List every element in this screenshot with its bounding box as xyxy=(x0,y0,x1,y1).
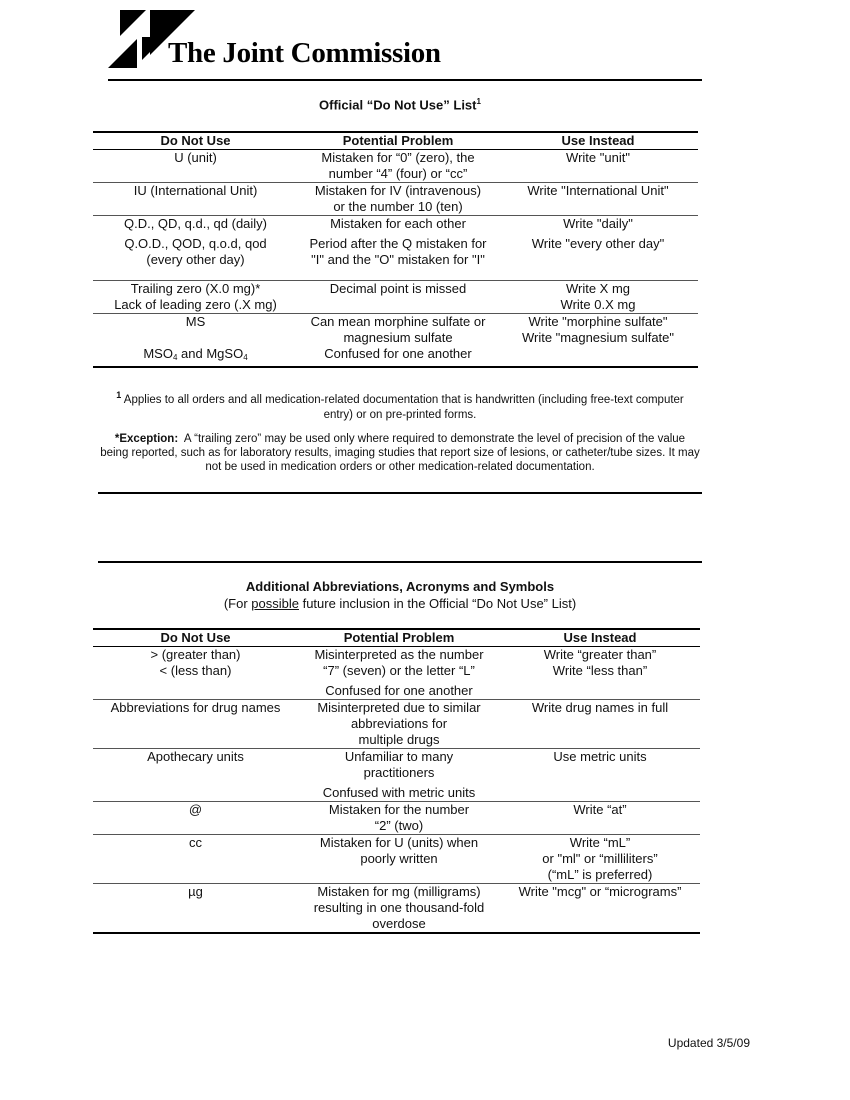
cell-line: Unfamiliar to many xyxy=(344,749,454,764)
cell-line: Write 0.X mg xyxy=(560,297,636,312)
section2-title: Additional Abbreviations, Acronyms and Symbols xyxy=(245,579,555,594)
table-cell-instead xyxy=(500,802,700,835)
cell-text: 4 xyxy=(243,353,248,362)
table-cell-instead xyxy=(500,700,700,749)
table-row xyxy=(93,700,700,749)
table-row xyxy=(93,183,698,216)
table-cell-problem xyxy=(298,314,498,347)
section2-top-rule xyxy=(98,561,702,563)
cell-line: Write “less than” xyxy=(552,663,648,678)
table-cell-instead xyxy=(498,346,698,367)
cell-line: Mistaken for “0” (zero), the xyxy=(321,150,475,165)
table-cell-instead xyxy=(500,884,700,934)
table-row xyxy=(93,281,698,314)
cell-line: @ xyxy=(188,802,203,817)
table-cell-dnu xyxy=(93,232,298,281)
table-cell-dnu xyxy=(93,802,298,835)
additional-abbreviations-table xyxy=(93,628,700,934)
cell-line: Write "daily" xyxy=(563,216,633,231)
cell-line: Misinterpreted due to similar xyxy=(317,700,481,715)
column-header-use-instead: Use Instead xyxy=(500,629,700,647)
cell-line: Write "mcg" or “micrograms” xyxy=(518,884,682,899)
table-cell-dnu xyxy=(93,700,298,749)
cell-line: Mistaken for each other xyxy=(330,216,466,231)
cell-line: Write "every other day" xyxy=(531,236,665,251)
table-row xyxy=(93,835,700,884)
table-row xyxy=(93,802,700,835)
cell-line: Mistaken for mg (milligrams) xyxy=(317,884,481,899)
table-cell-dnu xyxy=(93,183,298,216)
table-cell-problem xyxy=(298,183,498,216)
table-cell-instead xyxy=(498,232,698,281)
section1-bottom-rule xyxy=(98,492,702,494)
cell-line: practitioners xyxy=(363,765,435,780)
table-row xyxy=(93,647,700,700)
cell-line: Mistaken for IV (intravenous) xyxy=(314,183,482,198)
table-row xyxy=(93,314,698,347)
table-cell-instead xyxy=(498,314,698,347)
column-header-potential-problem: Potential Problem xyxy=(298,132,498,150)
table-row xyxy=(93,232,698,281)
table-cell-dnu xyxy=(93,216,298,233)
cell-line: "I" and the "O" mistaken for "I" xyxy=(311,252,485,267)
table-cell-problem xyxy=(298,700,500,749)
cell-line xyxy=(498,346,698,350)
updated-date: Updated 3/5/09 xyxy=(667,1036,750,1050)
table-cell-problem xyxy=(298,884,500,934)
section2-subtitle: (For possible future inclusion in the Official “Do Not Use” List) xyxy=(223,596,577,611)
cell-line: magnesium sulfate xyxy=(343,330,453,345)
table-cell-problem xyxy=(298,647,500,700)
column-header-potential-problem: Potential Problem xyxy=(298,629,500,647)
joint-commission-logo xyxy=(108,10,448,70)
cell-line: Write “greater than” xyxy=(543,647,657,662)
cell-line: U (unit) xyxy=(174,150,217,165)
cell-line: multiple drugs xyxy=(358,732,440,747)
cell-line: Q.D., QD, q.d., qd (daily) xyxy=(123,216,268,231)
cell-line: or the number 10 (ten) xyxy=(333,199,463,214)
cell-line: Confused for one another xyxy=(324,346,472,361)
section1-title: Official “Do Not Use” List$^1$ xyxy=(319,97,481,113)
table-cell-problem xyxy=(298,835,500,884)
cell-line: Write X mg xyxy=(565,281,631,296)
cell-line: Q.O.D., QOD, q.o.d, qod xyxy=(124,236,267,251)
cell-line: Abbreviations for drug names xyxy=(110,700,281,715)
table-cell-problem xyxy=(298,802,500,835)
cell-line: number “4” (four) or “cc” xyxy=(328,166,468,181)
cell-line: Confused with metric units xyxy=(322,785,476,800)
cell-line: Period after the Q mistaken for xyxy=(309,236,487,251)
cell-line: Write "magnesium sulfate" xyxy=(521,330,675,345)
table-row xyxy=(93,216,698,233)
table-cell-instead xyxy=(500,647,700,700)
cell-line: Decimal point is missed xyxy=(329,281,467,296)
cell-line: poorly written xyxy=(360,851,438,866)
cell-line: Trailing zero (X.0 mg)* xyxy=(130,281,261,296)
table-cell-problem xyxy=(298,749,500,802)
table-cell-instead xyxy=(498,216,698,233)
table-row xyxy=(93,749,700,802)
table-cell-dnu xyxy=(93,835,298,884)
cell-line: (every other day) xyxy=(146,252,245,267)
table-cell-dnu xyxy=(93,281,298,314)
table-cell-problem xyxy=(298,150,498,183)
exception-note: *Exception: A “trailing zero” may be used only where required to demonstrate the level of precision of the value being reported, such as for laboratory results, imaging studies that report size of lesions, or catheter/tube sizes. It may not be used in medication orders or other medication-related documentation. xyxy=(100,433,700,473)
org-name: The Joint Commission xyxy=(168,37,441,69)
table-cell-instead xyxy=(498,183,698,216)
table-cell-dnu xyxy=(93,884,298,934)
cell-line: (“mL” is preferred) xyxy=(547,867,653,882)
table-cell-instead xyxy=(498,150,698,183)
cell-line: Write "unit" xyxy=(566,150,630,165)
cell-line: Write “mL” xyxy=(569,835,631,850)
table-cell-dnu xyxy=(93,314,298,347)
table-row xyxy=(93,150,698,183)
table-cell-problem xyxy=(298,232,498,281)
cell-text: 4 xyxy=(172,353,178,362)
cell-line: resulting in one thousand-fold xyxy=(313,900,485,915)
cell-line: abbreviations for xyxy=(350,716,448,731)
cell-line: Can mean morphine sulfate or xyxy=(310,314,486,329)
cell-line: or "ml" or “milliliters” xyxy=(542,851,658,866)
footnote: $^1$ Applies to all orders and all medication-related documentation that is handwritten (including free-text computer entry) or on pre-printed forms. xyxy=(116,390,684,421)
cell-line: Write drug names in full xyxy=(531,700,669,715)
cell-line: MS xyxy=(185,314,206,329)
cell-line: Apothecary units xyxy=(147,749,244,764)
table-cell-dnu xyxy=(93,150,298,183)
cell-line: < (less than) xyxy=(159,663,232,678)
cell-line: Use metric units xyxy=(553,749,647,764)
do-not-use-table xyxy=(93,131,698,368)
cell-line: “2” (two) xyxy=(374,818,424,833)
cell-line: Lack of leading zero (.X mg) xyxy=(114,297,277,312)
header-rule xyxy=(108,79,702,81)
cell-line: cc xyxy=(189,835,202,850)
cell-line: Write "International Unit" xyxy=(527,183,669,198)
cell-line: > (greater than) xyxy=(150,647,241,662)
table-cell-instead xyxy=(498,281,698,314)
table-cell-problem xyxy=(298,216,498,233)
cell-text: MSO xyxy=(143,346,173,361)
cell-line: Mistaken for U (units) when xyxy=(319,835,479,850)
table-row xyxy=(93,884,700,934)
table-cell-dnu xyxy=(93,346,298,367)
column-header-use-instead: Use Instead xyxy=(498,132,698,150)
cell-line: IU (International Unit) xyxy=(133,183,258,198)
table-cell-dnu xyxy=(93,647,298,700)
cell-text: and MgSO xyxy=(177,346,244,361)
cell-line: “7” (seven) or the letter “L” xyxy=(323,663,475,678)
table-cell-dnu xyxy=(93,749,298,802)
table-cell-instead xyxy=(500,835,700,884)
table-cell-problem xyxy=(298,346,498,367)
table-row xyxy=(93,346,698,367)
table-cell-instead xyxy=(500,749,700,802)
cell-line: Write “at” xyxy=(573,802,627,817)
column-header-do-not-use: Do Not Use xyxy=(93,629,298,647)
cell-line: Write "morphine sulfate" xyxy=(528,314,668,329)
cell-line: Confused for one another xyxy=(325,683,473,698)
table-cell-problem xyxy=(298,281,498,314)
cell-line: µg xyxy=(188,884,203,899)
cell-line: Mistaken for the number xyxy=(328,802,470,817)
cell-line: Misinterpreted as the number xyxy=(314,647,484,662)
cell-line: overdose xyxy=(372,916,426,931)
column-header-do-not-use: Do Not Use xyxy=(93,132,298,150)
